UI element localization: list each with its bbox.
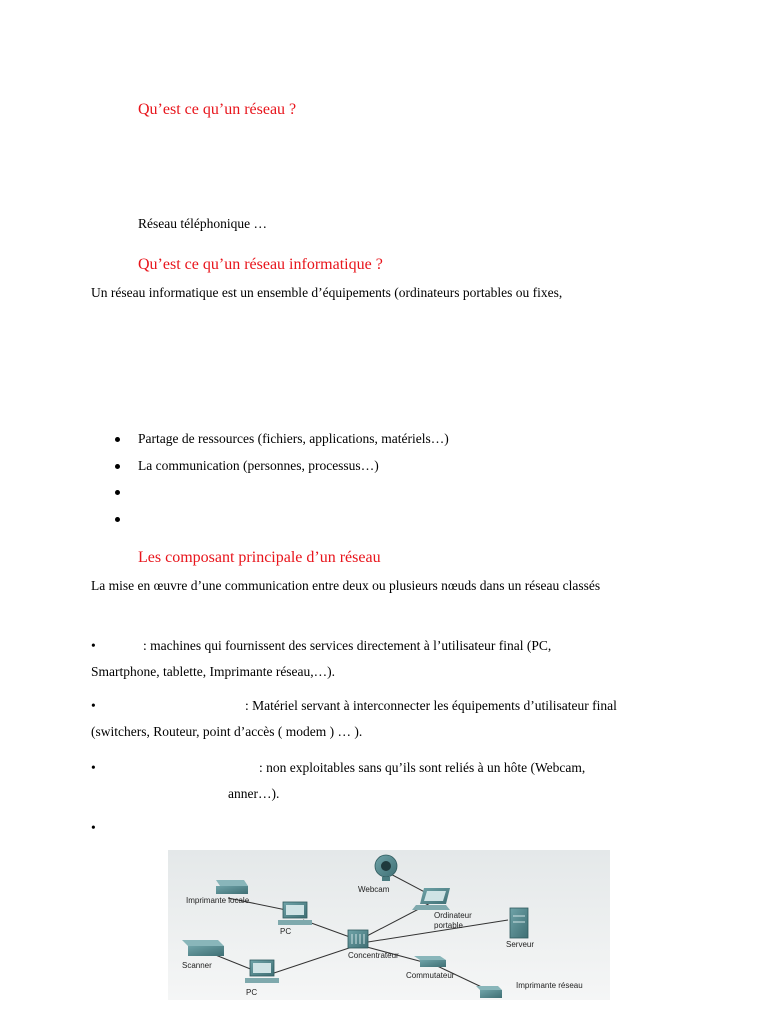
heading-components: Les composant principale d’un réseau [138,549,381,566]
printer-icon [216,880,248,894]
label-scanner: Scanner [182,961,212,970]
implementation-text: La mise en œuvre d’une communication entre deux ou plusieurs nœuds dans un réseau classés [91,578,601,593]
label-laptop-line2: portable [434,921,463,930]
list-item: Partage de ressources (fichiers, applications, matériels…) [113,431,449,458]
list-item [113,511,449,538]
label-server: Serveur [506,940,535,949]
label-webcam: Webcam [358,885,390,894]
hub-icon [348,930,368,948]
label-hub: Concentrateur [348,951,399,960]
pc-icon [245,960,279,983]
component-peripherals-line1: : non exploitables sans qu’ils sont reliés à un hôte (Webcam, [259,760,586,775]
label-switch: Commutateur [406,971,455,980]
scanner-icon [182,940,224,956]
server-icon [510,908,528,938]
heading-network: Qu’est ce qu’un réseau ? [138,101,297,118]
definition-text: Un réseau informatique est un ensemble d’équipements (ordinateurs portables ou fixes, [91,285,563,300]
benefits-list [113,431,449,537]
component-peripherals-line2: anner…). [228,786,280,801]
component-intermediate-line1: : Matériel servant à interconnecter les équipements d’utilisateur final [245,698,617,713]
label-network-printer: Imprimante réseau [516,981,583,990]
component-intermediate-line2: (switchers, Routeur, point d’accès ( modem ) … ). [91,724,363,739]
heading-computer-network: Qu’est ce qu’un réseau informatique ? [138,256,383,273]
label-local-printer: Imprimante locale [186,896,250,905]
component-end-devices-line1: : machines qui fournissent des services directement à l’utilisateur final (PC, [143,638,552,653]
bullet-marker: • [91,698,96,713]
label-laptop-line1: Ordinateur [434,911,472,920]
telephone-network-text: Réseau téléphonique … [138,216,267,231]
bullet-marker: • [91,638,96,653]
component-end-devices-line2: Smartphone, tablette, Imprimante réseau,…). [91,664,336,679]
bullet-marker: • [91,760,96,775]
bullet-marker: • [91,820,96,835]
pc-icon [278,902,312,925]
list-item: La communication (personnes, processus…) [113,458,449,485]
list-item [113,484,449,511]
network-diagram [168,850,610,1000]
label-pc-bottom: PC [246,988,258,997]
label-pc-top: PC [280,927,292,936]
